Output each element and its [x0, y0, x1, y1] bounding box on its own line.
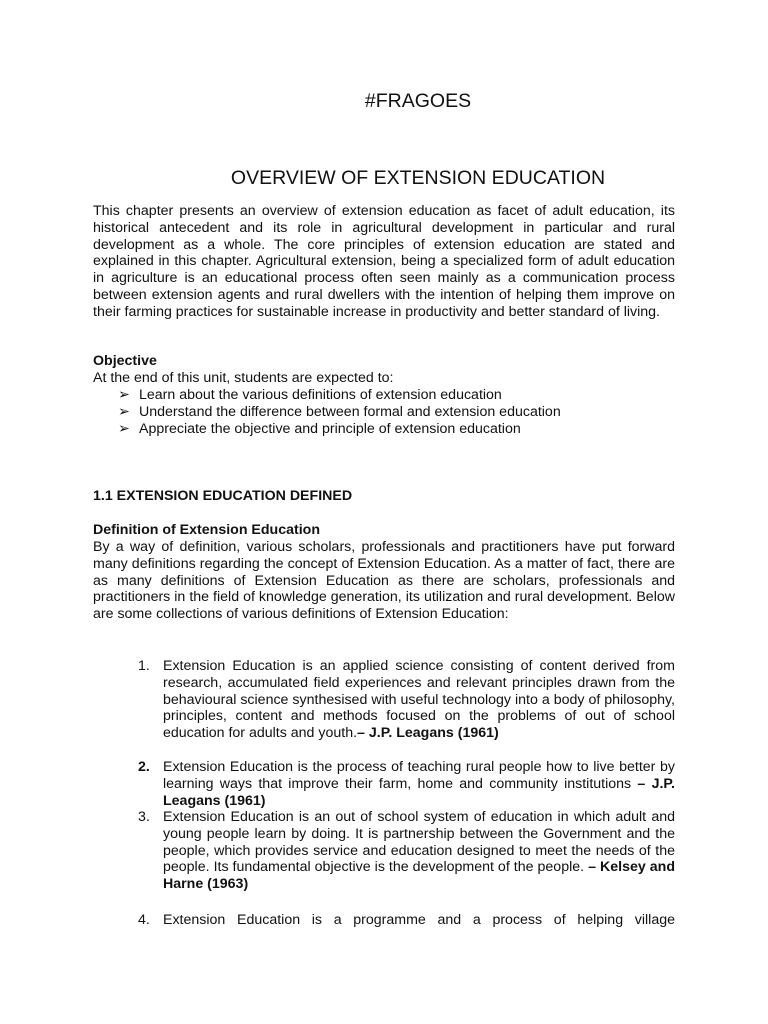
objective-item-text: Understand the difference between formal and extension education — [139, 404, 561, 420]
objective-item-text: Appreciate the objective and principle of extension education — [139, 421, 521, 437]
definition-item — [163, 759, 675, 809]
definition-item — [163, 809, 675, 893]
objective-item — [118, 421, 678, 438]
definition-citation: – J.P. Leagans (1961) — [163, 775, 675, 809]
section-paragraph: By a way of definition, various scholars, professionals and practitioners have put forward many definitions regarding the concept of Extension Education. As a matter of fact, there are as many definitions of Extension Education as there are scholars, professionals and practitioners in the field of knowledge generation, its utilization and rural development. Below are some collections of various definitions of Extension Education: — [93, 539, 675, 623]
objective-item-text: Learn about the various definitions of extension education — [139, 387, 502, 403]
definition-item — [163, 658, 675, 742]
list-number: 4. — [138, 912, 150, 928]
objective-item — [118, 404, 678, 421]
arrow-bullet-icon: ➢ — [118, 421, 130, 437]
document-tag: #FRAGOES — [364, 90, 472, 112]
definition-text: Extension Education is an out of school system of education in which adult and young people learn by doing. It is partnership between the Government and the people, which provides service and education designed to meet the needs of the people. Its fundamental objective is the development of the people. — [163, 809, 675, 876]
definition-citation: – J.P. Leagans (1961) — [357, 725, 499, 742]
section-heading: 1.1 EXTENSION EDUCATION DEFINED — [93, 488, 353, 504]
intro-paragraph: This chapter presents an overview of extension education as facet of adult education, its historical antecedent and its role in agricultural development in particular and rural development as a whole. The core principles of extension education are stated and explained in this chapter. Agricultural extension, being a specialized form of adult education in agriculture is an educational process often seen mainly as a communication process between extension agents and rural dwellers with the intention of helping them improve on their farming practices for sustainable increase in productivity and better standard of living. — [93, 203, 675, 320]
objective-heading: Objective — [93, 353, 157, 369]
list-number: 1. — [138, 658, 150, 674]
definition-text: Extension Education is an applied science consisting of content derived from research, accumulated field experiences and relevant principles drawn from the behavioural science synthesised with useful technology into a body of philosophy, principles, content and methods focused on the problems of out of school education for adults and youth. — [163, 658, 675, 742]
definition-text: Extension Education is a programme and a process of helping village — [163, 912, 675, 928]
arrow-bullet-icon: ➢ — [118, 387, 130, 403]
objective-item — [118, 387, 678, 404]
list-number: 3. — [138, 809, 150, 825]
objective-lead: At the end of this unit, students are expected to: — [93, 370, 394, 386]
section-subheading: Definition of Extension Education — [93, 522, 320, 538]
arrow-bullet-icon: ➢ — [118, 404, 130, 420]
list-number: 2. — [138, 759, 150, 775]
definition-citation: – Kelsey and Harne (1963) — [163, 859, 676, 893]
page-title: OVERVIEW OF EXTENSION EDUCATION — [230, 167, 606, 189]
definition-text: Extension Education is the process of teaching rural people how to live better by learning ways that improve their farm, home and community institutions — [163, 759, 675, 792]
definition-item — [163, 912, 675, 929]
